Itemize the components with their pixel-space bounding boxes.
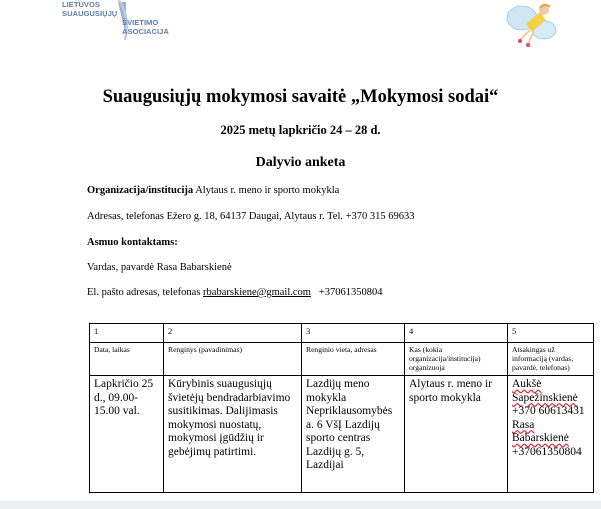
organization-label: Organizacija/institucija (87, 185, 194, 196)
address-value: Ežero g. 18, 64137 Daugai, Alytaus r. Tel. +370 315 69633 (166, 211, 415, 222)
column-number: 2 (164, 324, 302, 343)
phone-value: +37061350804 (318, 287, 383, 298)
document-title: Suaugusiųjų mokymosi savaitė „Mokymosi sodai“ (102, 87, 499, 107)
header-date-time: Data, laikas (90, 343, 164, 376)
header-venue: Renginio vieta, adresas (302, 343, 405, 376)
address-line (87, 211, 415, 222)
table-row (90, 376, 594, 493)
cell-venue: Lazdijų meno mokykla Nepriklausomybės a. 6 VšĮ Lazdijų sporto centras Lazdijų g. 5, Lazdijai (302, 376, 405, 493)
address-label: Adresas, telefonas (87, 211, 164, 222)
column-number: 5 (508, 324, 594, 343)
logo-line-3: ŠVIETIMO (122, 18, 159, 27)
email-link[interactable]: rbabarskiene@gmail.com (203, 287, 311, 298)
event-dates: 2025 metų lapkričio 24 – 28 d. (220, 123, 381, 137)
logo-line-4: ASOCIACIJA (122, 27, 169, 36)
name-value: Rasa Babarskienė (156, 262, 232, 273)
email-label: El. pašto adresas, telefonas (87, 287, 201, 298)
logo-line-1: LIETUVOS (62, 0, 100, 9)
organization-value: Alytaus r. meno ir sporto mokykla (195, 185, 340, 196)
window-bottom-bar (0, 501, 601, 509)
name-line (87, 262, 232, 273)
association-logo (58, 0, 173, 44)
name-label: Vardas, pavardė (87, 262, 155, 273)
contact-person-heading: Asmuo kontaktams: (87, 237, 178, 248)
email-line (87, 287, 383, 298)
fairy-illustration (500, 0, 560, 52)
logo-line-2: SUAUGUSIŲJŲ (62, 9, 118, 18)
cell-date-time: Lapkričio 25 d., 09.00-15.00 val. (90, 376, 164, 493)
column-number: 1 (90, 324, 164, 343)
contact-1-name: Aukšė Sapežinskienė (512, 378, 578, 404)
header-event: Renginys (pavadinimas) (164, 343, 302, 376)
event-schedule-table (89, 323, 594, 493)
cell-organizer: Alytaus r. meno ir sporto mokykla (405, 376, 508, 493)
contact-1-phone: +370 60613431 (512, 405, 585, 417)
cell-responsible (508, 376, 594, 493)
contact-2-name: Rasa Babarskienė (512, 418, 569, 444)
cell-event: Kūrybinis suaugusiųjų švietėjų bendradarbiavimo susitikimas. Dalijimasis mokymosi nuostatų, mokymosi įgūdžių ir gebėjimų patirtimi. (164, 376, 302, 493)
organization-line (87, 185, 339, 196)
column-header-row (90, 343, 594, 376)
column-number: 3 (302, 324, 405, 343)
column-number-row (90, 324, 594, 343)
header-organizer: Kas (kokia organizacija/institucija) organizuoja (405, 343, 508, 376)
header-responsible: Atsakingas už informaciją (vardas, pavardė, telefonas) (508, 343, 594, 376)
contact-2-phone: +37061350804 (512, 445, 582, 458)
form-title: Dalyvio anketa (255, 155, 346, 170)
column-number: 4 (405, 324, 508, 343)
